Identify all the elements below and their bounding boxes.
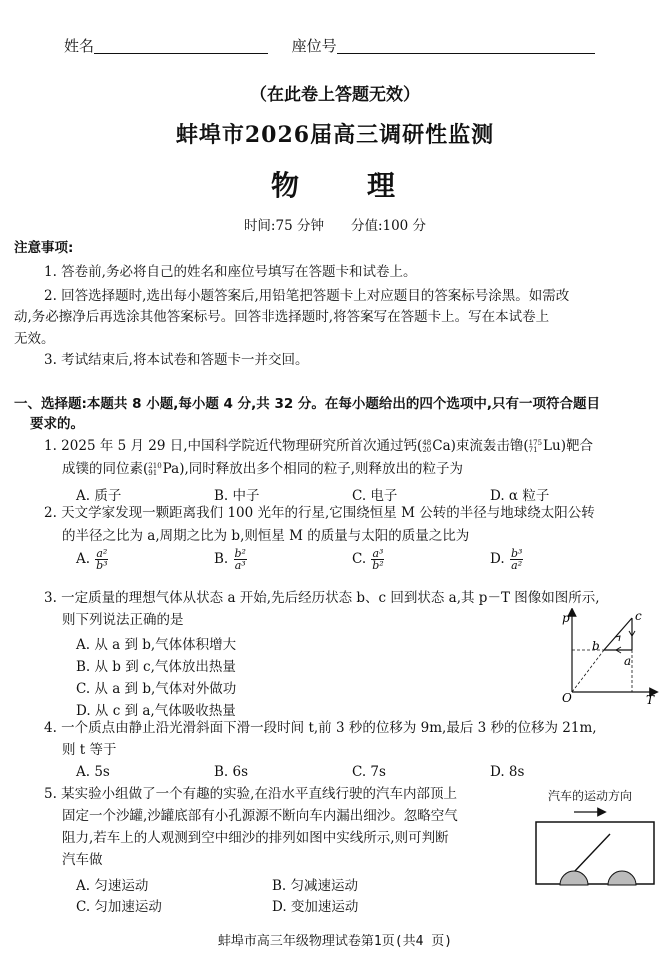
q5-line4: 汽车做 xyxy=(62,852,103,868)
q3-line1: 3. 一定质量的理想气体从状态 a 开始,先后经历状态 b、c 回到状态 a,其 p－T 图像如图所示, xyxy=(44,590,600,606)
note-item-1: 1. 答卷前,务必将自己的姓名和座位号填写在答题卡和试卷上。 xyxy=(44,264,417,280)
name-blank xyxy=(94,39,268,54)
q3-option-d: D. 从 c 到 a,气体吸收热量 xyxy=(76,703,236,719)
q1-option-c: C. 电子 xyxy=(352,488,398,504)
svg-text:p: p xyxy=(562,611,570,625)
note-item-2b: 动,务必擦净后再选涂其他答案标号。回答非选择题时,将答案写在答题卡上。写在本试卷上 xyxy=(14,309,550,325)
time-info: 时间:75 分钟 分值:100 分 xyxy=(243,218,427,234)
q5-line2: 固定一个沙罐,沙罐底部有小孔源源不断向车内漏出细沙。忽略空气 xyxy=(62,808,458,824)
path-b-c xyxy=(604,618,632,650)
q2-option-b: B. $\frac{\text{b²}}{\text{a³}}$ xyxy=(214,547,246,572)
q5-option-d: D. 变加速运动 xyxy=(272,899,359,915)
svg-text:c: c xyxy=(635,609,642,623)
q3-option-a: A. 从 a 到 b,气体体积增大 xyxy=(76,637,237,653)
svg-text:O: O xyxy=(562,691,572,704)
car-direction-caption: 汽车的运动方向 xyxy=(548,789,633,803)
svg-text:b: b xyxy=(592,639,600,653)
name-field xyxy=(64,38,595,54)
q1-option-d: D. α 粒子 xyxy=(490,488,550,504)
q4-option-b: B. 6s xyxy=(214,764,249,780)
section1-title-cont: 要求的。 xyxy=(30,416,84,432)
q3-pt-graph xyxy=(556,608,660,704)
q2-option-a: A. $\frac{\text{a²}}{\text{b³}}$ xyxy=(76,547,108,572)
notice-text: （在此卷上答题无效） xyxy=(250,85,420,105)
q5-line3: 阻力,若车上的人观测到空中细沙的排列如图中实线所示,则可判断 xyxy=(62,830,449,846)
q1-option-a: A. 质子 xyxy=(76,488,122,504)
note-item-3: 3. 考试结束后,将本试卷和答题卡一并交回。 xyxy=(44,352,309,368)
q1-line1: 1. 2025 年 5 月 29 日,中国科学院近代物理研究所首次通过钙( 48 20 Ca)束流轰击镥( 175 71 Lu)靶合 xyxy=(44,438,593,454)
car-body xyxy=(536,822,654,884)
q5-option-a: A. 匀速运动 xyxy=(76,878,149,894)
svg-text:a: a xyxy=(624,654,632,668)
q4-option-a: A. 5s xyxy=(76,764,110,780)
svg-text:T: T xyxy=(646,693,655,704)
note-item-2c: 无效。 xyxy=(14,331,55,347)
notes-heading: 注意事项: xyxy=(14,240,74,256)
q2-option-d: D. $\frac{\text{b³}}{\text{a²}}$ xyxy=(490,547,523,572)
q3-line2: 则下列说法正确的是 xyxy=(62,612,184,628)
q3-option-b: B. 从 b 到 c,气体放出热量 xyxy=(76,659,236,675)
q4-line2: 则 t 等于 xyxy=(62,742,117,758)
q5-car-figure xyxy=(534,804,658,900)
pa-nuclide: 210 91 xyxy=(148,461,162,477)
lu-nuclide: 175 71 xyxy=(528,438,543,454)
q2-option-c: C. $\frac{\text{a³}}{\text{b²}}$ xyxy=(352,547,384,572)
page-footer: 蚌埠市高三年级物理试卷第1页(共4 页) xyxy=(217,934,453,949)
q3-option-c: C. 从 a 到 b,气体对外做功 xyxy=(76,681,237,697)
section1-title: 一、选择题:本题共 8 小题,每小题 4 分,共 32 分。在每小题给出的四个选项中,只有一项符合题目 xyxy=(14,396,601,412)
q4-option-d: D. 8s xyxy=(490,764,525,780)
q2-line2: 的半径之比为 a,周期之比为 b,则恒星 M 的质量与太阳的质量之比为 xyxy=(62,528,470,544)
dashed-origin-line xyxy=(572,650,604,692)
seat-label: 座位号 xyxy=(291,37,337,55)
exam-title: 蚌埠市2026届高三调研性监测 xyxy=(175,122,495,148)
q1-line2: 成镤的同位素( 210 91 Pa),同时释放出多个相同的粒子,则释放出的粒子为 xyxy=(62,461,464,477)
seat-blank xyxy=(337,39,595,54)
note-item-2a: 2. 回答选择题时,选出每小题答案后,用铅笔把答题卡上对应题目的答案标号涂黑。如需改 xyxy=(44,288,570,304)
q5-option-c: C. 匀加速运动 xyxy=(76,899,162,915)
subject-title: 物 理 xyxy=(270,169,399,202)
q1-option-b: B. 中子 xyxy=(214,488,260,504)
name-label: 姓名 xyxy=(64,37,95,55)
q2-line1: 2. 天文学家发现一颗距离我们 100 光年的行星,它围绕恒星 M 公转的半径与地球绕太阳公转 xyxy=(44,505,595,521)
ca-nuclide: 48 20 xyxy=(422,438,432,454)
q5-line1: 5. 某实验小组做了一个有趣的实验,在沿水平直线行驶的汽车内部顶上 xyxy=(44,786,457,802)
q4-line1: 4. 一个质点由静止沿光滑斜面下滑一段时间 t,前 3 秒的位移为 9m,最后 3 秒的位移为 21m, xyxy=(44,720,597,736)
q4-option-c: C. 7s xyxy=(352,764,386,780)
q5-option-b: B. 匀减速运动 xyxy=(272,878,359,894)
